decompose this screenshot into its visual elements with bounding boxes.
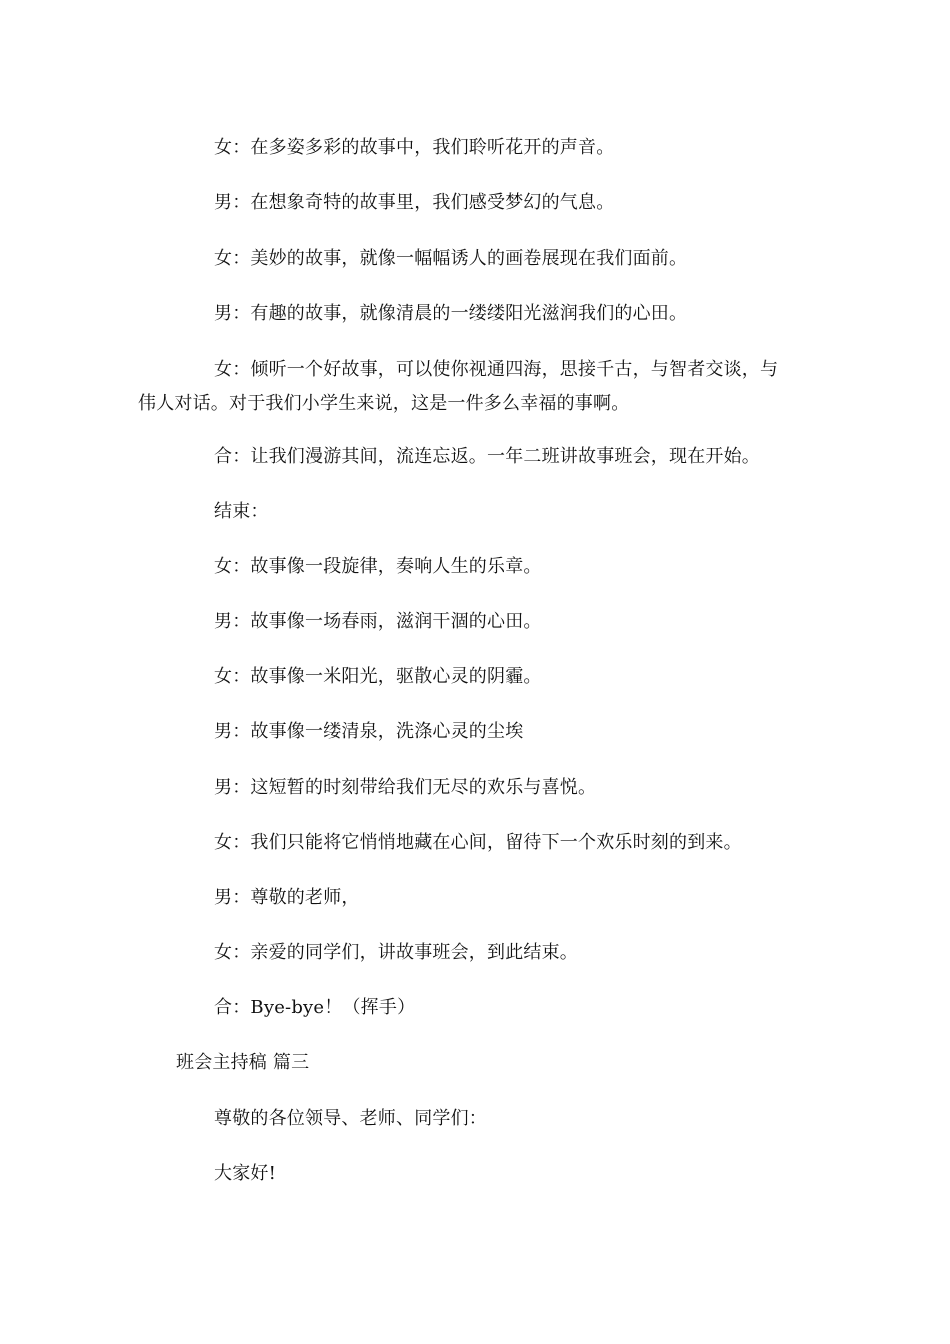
paragraph-line: 女：倾听一个好故事，可以使你视通四海，思接千古，与智者交谈，与 (214, 359, 779, 380)
paragraph-long (138, 353, 808, 421)
section-heading: 班会主持稿 篇三 (176, 1052, 310, 1073)
paragraph: 合：让我们漫游其间，流连忘返。一年二班讲故事班会，现在开始。 (214, 446, 760, 467)
paragraph: 男：故事像一缕清泉，洗涤心灵的尘埃 (214, 721, 524, 742)
paragraph: 男：故事像一场春雨，滋润干涸的心田。 (214, 611, 542, 632)
paragraph: 男：有趣的故事，就像清晨的一缕缕阳光滋润我们的心田。 (214, 303, 688, 324)
paragraph: 女：亲爱的同学们，讲故事班会，到此结束。 (214, 942, 578, 963)
paragraph: 女：我们只能将它悄悄地藏在心间，留待下一个欢乐时刻的到来。 (214, 832, 742, 853)
paragraph: 男：尊敬的老师， (214, 887, 360, 908)
paragraph: 尊敬的各位领导、老师、同学们： (214, 1108, 487, 1129)
paragraph: 女：故事像一米阳光，驱散心灵的阴霾。 (214, 666, 542, 687)
paragraph: 大家好! (214, 1163, 277, 1184)
paragraph: 结束： (214, 501, 269, 522)
paragraph-line: 伟人对话。对于我们小学生来说，这是一件多么幸福的事啊。 (138, 393, 630, 414)
paragraph: 女：在多姿多彩的故事中，我们聆听花开的声音。 (214, 137, 615, 158)
paragraph: 合：Bye-bye！（挥手） (214, 997, 416, 1018)
paragraph: 男：在想象奇特的故事里，我们感受梦幻的气息。 (214, 192, 615, 213)
paragraph: 男：这短暂的时刻带给我们无尽的欢乐与喜悦。 (214, 777, 597, 798)
paragraph: 女：美妙的故事，就像一幅幅诱人的画卷展现在我们面前。 (214, 248, 688, 269)
paragraph: 女：故事像一段旋律，奏响人生的乐章。 (214, 556, 542, 577)
